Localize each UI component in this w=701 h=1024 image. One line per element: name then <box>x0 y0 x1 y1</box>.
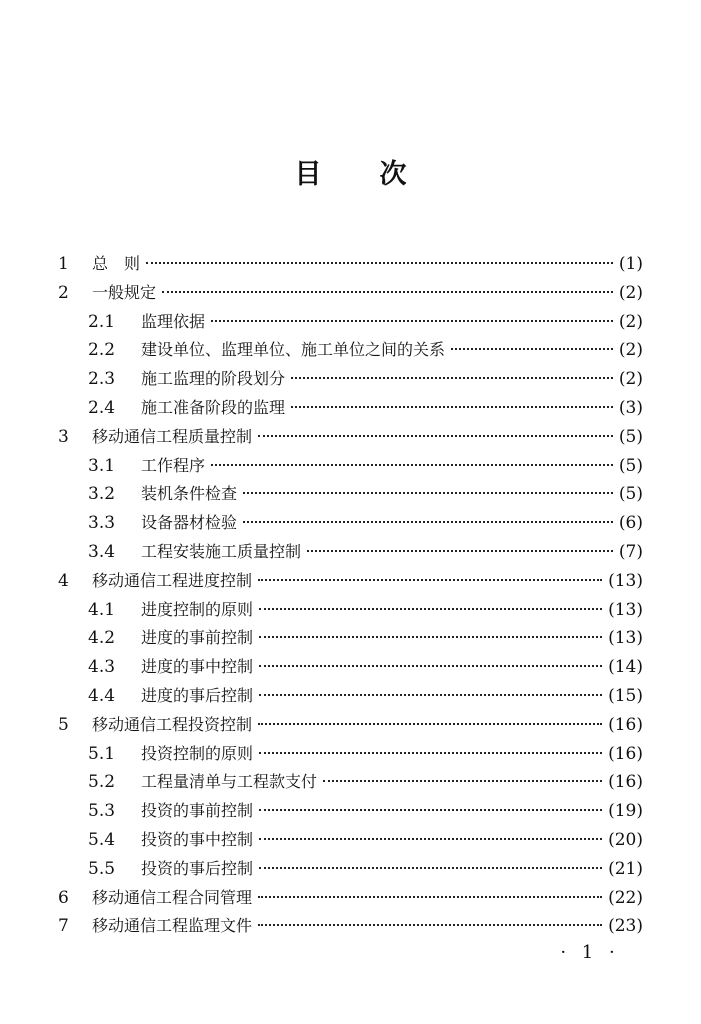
toc-entry <box>0 538 701 567</box>
toc-entry-number: 3.1 <box>88 455 116 476</box>
toc-entry-line <box>141 308 643 337</box>
toc-entry-page: (15) <box>608 685 643 706</box>
toc-entry-line <box>141 653 643 682</box>
toc-entry-page: (2) <box>618 282 643 303</box>
toc-entry-page: (2) <box>618 311 643 332</box>
toc-entry-line <box>141 452 643 481</box>
toc-entry <box>0 711 701 740</box>
toc-entry-page: (16) <box>608 714 643 735</box>
toc-entry-number: 6 <box>58 887 69 908</box>
dot-leader <box>259 694 602 696</box>
page-number: · 1 · <box>560 942 620 963</box>
toc-entry-title: 施工准备阶段的监理 <box>141 397 286 417</box>
toc-entry-number: 2.1 <box>88 311 116 332</box>
toc-entry-title: 装机条件检查 <box>141 484 238 504</box>
toc-entry-number: 2.4 <box>88 397 116 418</box>
toc-entry-line <box>141 596 643 625</box>
dot-leader <box>259 636 602 638</box>
toc-entry-page: (22) <box>608 887 643 908</box>
toc-entry-title: 投资的事前控制 <box>141 801 254 821</box>
dot-leader <box>258 579 602 581</box>
toc-entry <box>0 855 701 884</box>
dot-leader <box>307 550 613 552</box>
toc-entry-line <box>141 768 643 797</box>
toc-entry-page: (2) <box>618 340 643 361</box>
dot-leader <box>146 262 613 264</box>
toc-entry-page: (3) <box>618 397 643 418</box>
toc-entry-line <box>92 279 643 308</box>
toc-entry-title: 进度的事前控制 <box>141 628 254 648</box>
toc-entry-page: (19) <box>608 801 643 822</box>
toc-entry-number: 5.5 <box>88 858 116 879</box>
toc-entry <box>0 912 701 941</box>
toc-entry-page: (20) <box>608 829 643 850</box>
toc-entry-title: 进度控制的原则 <box>141 599 254 619</box>
toc-entry-title: 投资的事后控制 <box>141 858 254 878</box>
toc-entry-page: (1) <box>618 254 643 274</box>
dot-leader <box>211 464 613 466</box>
dot-leader <box>259 608 602 610</box>
toc-entry <box>0 596 701 625</box>
toc-entry <box>0 394 701 423</box>
toc-entry-title: 移动通信工程合同管理 <box>92 887 253 907</box>
toc-entry-line <box>92 884 643 913</box>
toc-entry-number: 4.1 <box>88 599 116 620</box>
toc-entry-title: 总 则 <box>92 254 141 273</box>
toc-entry-title: 工作程序 <box>141 455 206 475</box>
toc-entry-title: 投资的事中控制 <box>141 829 254 849</box>
toc-entry-line <box>141 365 643 394</box>
toc-entry-number: 5.1 <box>88 743 116 764</box>
toc-entry-page: (5) <box>618 484 643 505</box>
toc-entry-line <box>141 336 643 365</box>
toc-entry-title: 设备器材检验 <box>141 513 238 533</box>
toc-entry-line <box>92 912 643 941</box>
toc-entry-title: 建设单位、监理单位、施工单位之间的关系 <box>141 340 446 360</box>
toc-entry-page: (23) <box>608 916 643 937</box>
dot-leader <box>258 896 602 898</box>
toc-entry-page: (21) <box>608 858 643 879</box>
toc-entry-line <box>141 624 643 653</box>
toc-entry-line <box>92 423 643 452</box>
toc-entry <box>0 624 701 653</box>
dot-leader <box>451 348 613 350</box>
toc-entry <box>0 768 701 797</box>
dot-leader <box>162 291 613 293</box>
toc-entry-line <box>141 509 643 538</box>
toc-entry-title: 移动通信工程监理文件 <box>92 916 253 936</box>
toc-entry <box>0 250 701 279</box>
dot-leader <box>243 492 613 494</box>
toc-entry <box>0 826 701 855</box>
toc-entry-line <box>141 826 643 855</box>
toc-entry <box>0 884 701 913</box>
toc-entry-number: 2.2 <box>88 340 116 361</box>
toc-entry-line <box>141 394 643 423</box>
toc-entry-number: 5.2 <box>88 772 116 793</box>
toc-entry-page: (13) <box>608 628 643 649</box>
toc-entry-line <box>141 682 643 711</box>
toc-entry-line <box>92 250 643 279</box>
page-title: 目次 <box>294 159 465 190</box>
toc-entry-title: 监理依据 <box>141 311 206 331</box>
toc-entry-number: 2 <box>58 282 69 303</box>
toc-entry-page: (7) <box>618 541 643 562</box>
toc-entry-number: 5 <box>58 714 69 735</box>
toc-entry-page: (16) <box>608 772 643 793</box>
toc-entry <box>0 740 701 769</box>
toc-entry-page: (13) <box>608 599 643 620</box>
toc-entry-number: 3.3 <box>88 513 116 534</box>
dot-leader <box>258 435 613 437</box>
toc-entry-title: 工程安装施工质量控制 <box>141 541 302 561</box>
table-of-contents <box>0 250 701 941</box>
toc-entry <box>0 653 701 682</box>
toc-entry-number: 3 <box>58 426 69 447</box>
toc-entry-line <box>92 711 643 740</box>
toc-entry-line <box>141 538 643 567</box>
toc-entry-number: 4 <box>58 570 69 591</box>
dot-leader <box>211 320 613 322</box>
toc-entry <box>0 797 701 826</box>
toc-entry-title: 进度的事中控制 <box>141 657 254 677</box>
toc-entry-page: (14) <box>608 657 643 678</box>
toc-entry <box>0 365 701 394</box>
toc-entry-title: 一般规定 <box>92 282 157 302</box>
toc-entry-number: 3.4 <box>88 541 116 562</box>
toc-entry-number: 4.3 <box>88 657 116 678</box>
toc-entry-title: 进度的事后控制 <box>141 685 254 705</box>
toc-entry-page: (16) <box>608 743 643 764</box>
toc-entry-line <box>141 480 643 509</box>
toc-entry <box>0 682 701 711</box>
toc-entry-number: 7 <box>58 916 69 937</box>
toc-entry-title: 移动通信工程质量控制 <box>92 426 253 446</box>
toc-entry-number: 5.3 <box>88 801 116 822</box>
toc-entry-number: 5.4 <box>88 829 116 850</box>
dot-leader <box>258 924 602 926</box>
dot-leader <box>259 665 602 667</box>
dot-leader <box>291 406 613 408</box>
toc-entry-number: 3.2 <box>88 484 116 505</box>
toc-entry <box>0 336 701 365</box>
toc-entry <box>0 308 701 337</box>
toc-entry <box>0 452 701 481</box>
dot-leader <box>259 809 602 811</box>
dot-leader <box>291 377 613 379</box>
dot-leader <box>258 723 602 725</box>
toc-entry-page: (13) <box>608 570 643 591</box>
toc-entry <box>0 423 701 452</box>
dot-leader <box>259 752 602 754</box>
toc-entry-page: (5) <box>618 455 643 476</box>
toc-entry-number: 2.3 <box>88 369 116 390</box>
toc-entry-number: 4.4 <box>88 685 116 706</box>
dot-leader <box>259 838 602 840</box>
toc-entry-number: 4.2 <box>88 628 116 649</box>
toc-entry-title: 施工监理的阶段划分 <box>141 369 286 389</box>
toc-entry <box>0 509 701 538</box>
toc-entry-page: (6) <box>618 513 643 534</box>
toc-entry-line <box>141 855 643 884</box>
toc-entry-line <box>92 567 643 596</box>
toc-entry-title: 工程量清单与工程款支付 <box>141 772 318 792</box>
toc-entry <box>0 567 701 596</box>
toc-entry-title: 移动通信工程投资控制 <box>92 714 253 734</box>
toc-entry-line <box>141 740 643 769</box>
toc-entry <box>0 480 701 509</box>
toc-entry-line <box>141 797 643 826</box>
toc-entry-title: 移动通信工程进度控制 <box>92 570 253 590</box>
toc-entry-title: 投资控制的原则 <box>141 743 254 763</box>
toc-entry-page: (5) <box>618 426 643 447</box>
toc-entry <box>0 279 701 308</box>
toc-entry-number: 1 <box>58 254 69 274</box>
dot-leader <box>323 780 602 782</box>
dot-leader <box>259 867 602 869</box>
toc-entry-page: (2) <box>618 369 643 390</box>
dot-leader <box>243 521 613 523</box>
